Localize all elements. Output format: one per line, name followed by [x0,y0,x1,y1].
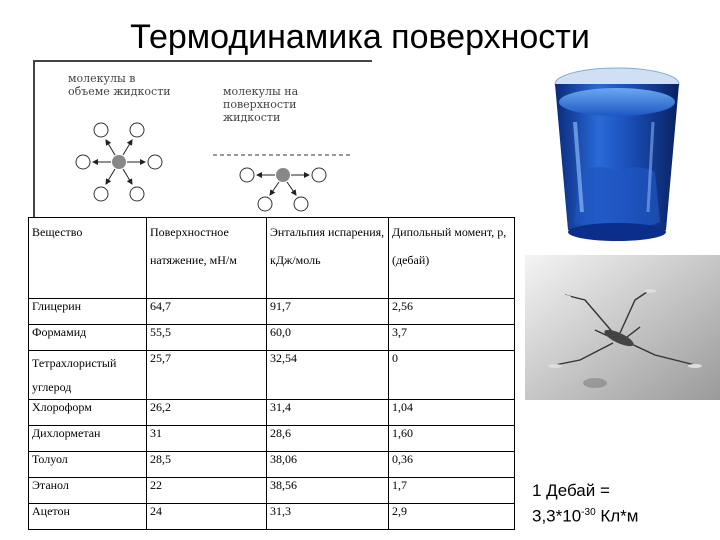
cell-enthalpy: 32,54 [267,351,389,400]
cell-dipole: 0 [389,351,515,400]
cell-substance: Ацетон [29,504,147,530]
cell-surface-tension: 31 [147,426,267,452]
cell-surface-tension: 22 [147,478,267,504]
header-dipole: Дипольный момент, p, (дебай) [389,218,515,299]
properties-table [28,217,515,530]
cell-enthalpy: 31,4 [267,400,389,426]
cell-dipole: 3,7 [389,325,515,351]
cell-enthalpy: 31,3 [267,504,389,530]
header-enthalpy: Энтальпия испарения, кДж/моль [267,218,389,299]
cell-dipole: 2,9 [389,504,515,530]
bulk-label: молекулы в объеме жидкости [68,72,171,98]
molecule-diagram [33,60,372,217]
cell-enthalpy: 28,6 [267,426,389,452]
table-row [29,504,515,530]
cell-dipole: 1,04 [389,400,515,426]
cell-substance: Этанол [29,478,147,504]
cell-substance: Хлороформ [29,400,147,426]
blue-water-glass-image [520,62,715,252]
cell-dipole: 2,56 [389,299,515,325]
table-row [29,325,515,351]
cell-surface-tension: 64,7 [147,299,267,325]
cell-substance: Глицерин [29,299,147,325]
molecule-drawing [35,62,372,217]
cell-dipole: 0,36 [389,452,515,478]
cell-surface-tension: 26,2 [147,400,267,426]
cell-surface-tension: 28,5 [147,452,267,478]
cell-dipole: 1,7 [389,478,515,504]
debye-note-line1: 1 Дебай = [532,481,610,500]
cell-substance: Толуол [29,452,147,478]
surface-label: молекулы на поверхности жидкости [223,85,299,124]
cell-surface-tension: 24 [147,504,267,530]
cell-enthalpy: 38,56 [267,478,389,504]
cell-surface-tension: 55,5 [147,325,267,351]
table-row [29,426,515,452]
cell-dipole: 1,60 [389,426,515,452]
water-strider-image [525,255,720,400]
debye-note [532,480,638,528]
bulk-molecule-group [76,123,162,201]
cell-enthalpy: 60,0 [267,325,389,351]
cell-surface-tension: 25,7 [147,351,267,400]
surface-center-molecule [276,168,290,182]
debye-note-line2: $3,3*10^{-30}$ Кл*м [532,506,639,526]
cell-substance: Формамид [29,325,147,351]
slide-title: Термодинамика поверхности [130,18,590,56]
cell-substance: Тетрахлористый углерод [29,351,147,400]
surface-molecule-group [213,155,353,211]
table-header-row [29,218,515,299]
bulk-center-molecule [112,155,126,169]
table-row [29,452,515,478]
header-surface-tension: Поверхностное натяжение, мН/м [147,218,267,299]
cell-enthalpy: 38,06 [267,452,389,478]
table-row [29,400,515,426]
table-row [29,478,515,504]
table-row [29,299,515,325]
cell-substance: Дихлорметан [29,426,147,452]
header-substance: Вещество [29,218,147,299]
table-row [29,351,515,400]
cell-enthalpy: 91,7 [267,299,389,325]
